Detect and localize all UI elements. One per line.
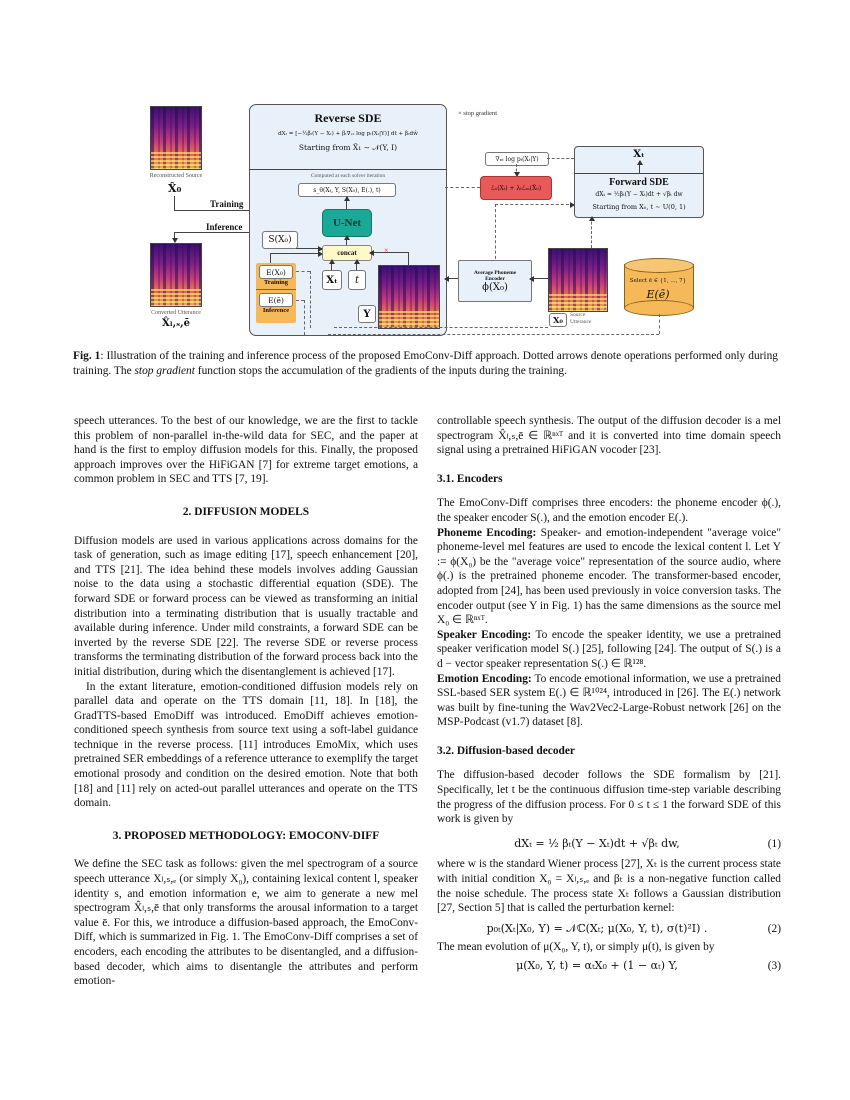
forward-sde-start: Starting from X₀, t ∼ U(0, 1) bbox=[592, 203, 686, 211]
figure-1-diagram bbox=[140, 98, 720, 343]
reverse-sde-panel bbox=[249, 104, 447, 336]
gradient-target-box: ∇ₓₜ log pₜ(Xₜ|Y) bbox=[485, 152, 549, 166]
computed-label: Computed at each solver iteration bbox=[310, 173, 386, 179]
inference-label: Inference bbox=[262, 307, 290, 314]
forward-sde-equation: dXₜ = ½βₜ(Y − Xₜ)dt + √βₜ dw bbox=[595, 191, 683, 198]
equation-3: μ(X₀, Y, t) = αₜX₀ + (1 − αₜ) Y, (3) bbox=[516, 959, 781, 972]
source-spectrogram bbox=[548, 248, 608, 312]
caption-label: Fig. 1 bbox=[73, 350, 101, 362]
emotion-conditioning-group bbox=[256, 263, 296, 323]
reconstructed-spectrogram bbox=[150, 106, 202, 170]
reconstructed-symbol: X̂₀ bbox=[168, 182, 182, 195]
phoneme-encoder-block: Average Phoneme Encoder ϕ(X₀) bbox=[458, 260, 532, 302]
reverse-sde-title: Reverse SDE bbox=[314, 111, 382, 125]
forward-sde-title: Forward SDE bbox=[609, 177, 669, 188]
decoder-paragraph: The diffusion-based decoder follows the SDE formalism by [21]. Specifically, let t be the continuous diffusion time-step variable describing the progress of the diffusion process. For 0 ≤ t ≤ 1 the forward SDE of this work is given by bbox=[437, 769, 781, 826]
section-3-title: 3. PROPOSED METHODOLOGY: EMOCONV-DIFF bbox=[112, 829, 380, 842]
t-input-box: t bbox=[348, 270, 366, 290]
converted-spectrogram bbox=[150, 243, 202, 307]
speaker-embedding-box: S(X₀) bbox=[262, 231, 298, 249]
source-utterance-label: Source Utterance bbox=[570, 312, 592, 325]
section-3-paragraph: We define the SEC task as follows: given the mel spectrogram of a source speech utterance Xₗ,ₛ,ₑ (or simply X₀), containing lexical content l, speaker identity s, and emotion information e, we aim to generate a new mel spectrogram X̂ₗ,ₛ,ē that only transforms the arousal information to a target value ē. For this, we introduce a diffusion-based approach, the EmoConv-Diff, which is summarized in Fig. 1. The EmoConv-Diff comprises a set of encoders, each encoding the attributes to be disentangled, and a diffusion-based decoder, which aims to disentangle the attributes and perform emotion- bbox=[74, 858, 418, 988]
encoders-intro: The EmoConv-Diff comprises three encoders: the phoneme encoder ϕ(.), the speaker encoder S(.), and the emotion encoder E(.). bbox=[437, 497, 781, 524]
reverse-sde-start: Starting from X̂₁ ∼ 𝒩(Y, I) bbox=[298, 143, 398, 152]
reconstructed-label: Reconstructed Source bbox=[149, 173, 203, 179]
section-2-paragraph-2: In the extant literature, emotion-conditioned diffusion models rely on parallel data and operate on the TTS domain [11, 18]. In [18], the GradTTS-based EmoDiff was introduced. EmoDiff achieves emotion-conditioned speech synthesis from source text using a soft-label guidance technique in the reverse process. [11] introduces EmoMix, which uses pretrained SER embeddings of a reference utterance to exemplify the target emotional prosody and condition on the desired emotion. Note that both [18] and [11] rely on acted-out parallel utterances and operate on the TTS domain. bbox=[74, 680, 418, 810]
stop-gradient-legend: × stop gradient bbox=[458, 110, 498, 117]
section-2-title: 2. DIFFUSION MODELS bbox=[182, 505, 310, 518]
section-2-paragraph-1: Diffusion models are used in various applications across domains for the task of generation, such as image editing [17], speech enhancement [20], and TTS [21]. The idea behind these models involves adding Gaussian noise to the data using a stochastic differential equation (SDE). The forward SDE or forward process can be viewed as transforming an initial distribution into a terminating distribution that is usually tractable and available during inference. Under mild constraints, a forward SDE can be inverted by the reverse SDE [22]. The reverse SDE or reverse process transforms the terminating distribution of the forward process back into the initial distribution, during which the disentanglement is achieved [17]. bbox=[74, 534, 418, 678]
database-select-label: Select ē ∈ {1, …, 7} bbox=[629, 278, 687, 284]
converted-symbol: X̂ₗ,ₛ,ē bbox=[162, 318, 190, 329]
right-column bbox=[437, 414, 781, 974]
concat-block: concat bbox=[322, 245, 372, 261]
intro-paragraph: speech utterances. To the best of our knowledge, we are the first to tackle this problem of non-parallel in-the-wild data for SEC, and the paper at hand is the first to employ diffusion models for this. Finally, the proposed approach improves over the HiFiGAN [7] for extreme target emotions, a common problem in SEC and TTS [7, 19]. bbox=[74, 415, 418, 486]
after-equation-2-paragraph: The mean evolution of μ(X₀, Y, t), or simply μ(t), is given by bbox=[437, 941, 715, 954]
y-label-box: Y bbox=[358, 305, 376, 323]
emotion-ebar-box: E(ē) bbox=[259, 293, 293, 307]
emotion-encoding-paragraph: Emotion Encoding: To encode emotional information, we use a pretrained SSL-based SER system E(.) ∈ ℝ¹⁰²⁴, introduced in [26]. The E(.) network was built by fine-tuning the Wav2Vec2-Large-Robust network [26] on the MSP-Podcast (v1.7) dataset [8]. bbox=[437, 672, 781, 729]
continued-paragraph: controllable speech synthesis. The output of the diffusion decoder is a mel spectrogram X̂ₗ,ₛ,ē ∈ ℝⁿˣᵀ and it is converted into time domain speech signal using a pretrained HiFiGAN vocoder [23]. bbox=[437, 415, 781, 457]
forward-xt: Xₜ bbox=[633, 149, 645, 160]
speaker-encoding-paragraph: Speaker Encoding: To encode the speaker identity, we use a pretrained speaker verification model S(.) [25], following [24]. The output of S(.) is a d − vector speaker representation S(.) ∈ ℝ¹²⁸. bbox=[437, 628, 781, 670]
figure-caption: Fig. 1: Illustration of the training and inference process of the proposed EmoConv-Diff approach. Dotted arrows denote operations performed only during training. The stop gradient function stops the accumulation of the gradients of the inputs during the training. bbox=[73, 350, 778, 377]
xt-input-box: Xₜ bbox=[322, 270, 342, 290]
subsection-3-2-title: 3.2. Diffusion-based decoder bbox=[437, 744, 575, 757]
database-symbol: E(ē) bbox=[646, 288, 670, 301]
forward-sde-panel bbox=[574, 146, 704, 218]
equation-2: p₀ₜ(Xₜ|X₀, Y) = 𝒩ℂ(Xₜ; μ(X₀, Y, t), σ(t)²I) . (2) bbox=[486, 921, 781, 935]
training-label: Training bbox=[263, 279, 289, 286]
reverse-sde-equation: dXₜ = [−½βₜ(Y − Xₜ) + βₜ∇ₓₜ log pₜ(Xₜ|Y)] dt + βₜdŵ bbox=[278, 131, 418, 137]
score-function-box: s_θ(Xₜ, Y, S(X₀), E(.), t) bbox=[298, 183, 396, 197]
emotion-x0-box: E(X₀) bbox=[259, 265, 293, 279]
unet-block: U-Net bbox=[322, 209, 372, 237]
subsection-3-1-title: 3.1. Encoders bbox=[437, 472, 503, 485]
phoneme-encoding-paragraph: Phoneme Encoding: Speaker- and emotion-independent "average voice" phoneme-level mel features are used to encode the lexical content l. Let Y := ϕ(X₀) be the "average voice" representation of the source audio, where ϕ(.) is the pretrained phoneme encoder. The transformer-based encoder, adopted from [24], has been used previously in voice conversion tasks. The encoder output (see Y in Fig. 1) has the same dimensions as the source mel X₀ ∈ ℝⁿˣᵀ. bbox=[437, 526, 781, 627]
converted-label: Converted Utterance bbox=[151, 310, 201, 316]
inference-arrow-label: Inference bbox=[206, 222, 243, 232]
loss-function-box: ℒₛ(Xₜ) + λₜℒₘ(X̂₀) bbox=[480, 176, 552, 200]
training-arrow-label: Training bbox=[210, 199, 244, 209]
source-x0-box: X₀ bbox=[549, 313, 567, 327]
stop-gradient-marker: × bbox=[384, 246, 389, 255]
after-equation-1-paragraph: where w is the standard Wiener process [27], Xₜ is the current process state with initial condition X₀ = Xₗ,ₛ,ₑ and βₜ is a non-negative function called the noise schedule. The process state Xₜ follows a Gaussian distribution [27, Section 5] that is called the perturbation kernel: bbox=[437, 858, 781, 915]
left-column bbox=[74, 414, 418, 989]
emotion-database bbox=[624, 258, 692, 314]
equation-1: dXₜ = ½ βₜ(Y − Xₜ)dt + √βₜ dw, (1) bbox=[514, 836, 781, 850]
y-spectrogram bbox=[378, 265, 440, 329]
